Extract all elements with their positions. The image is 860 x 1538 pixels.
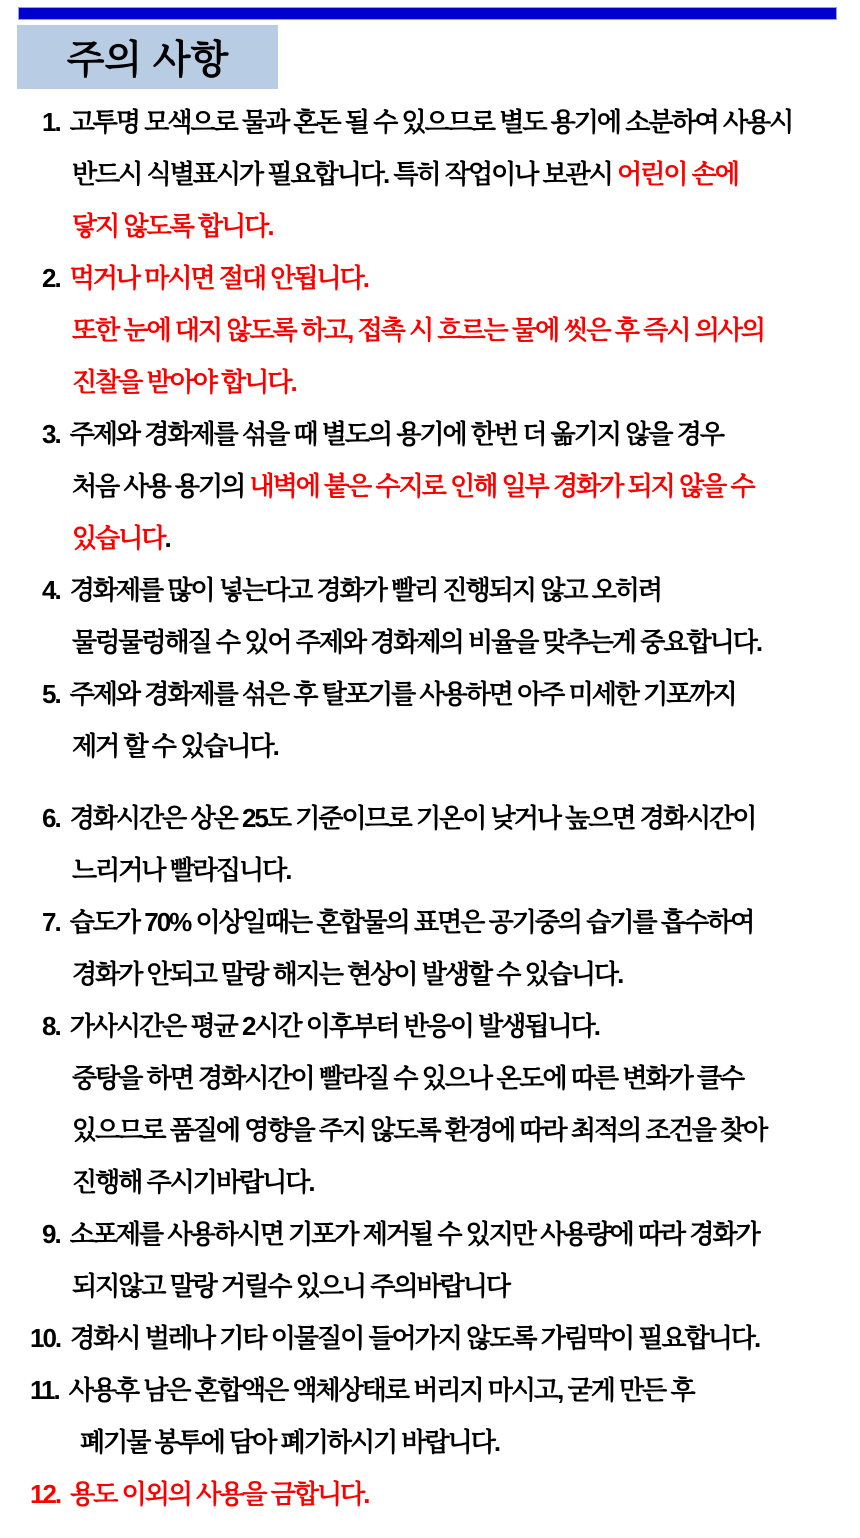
text-segment: 내벽에 붙은 수지로 인해 일부 경화가 되지 않을 수 <box>249 471 754 501</box>
text-segment: 용도 이외의 사용을 금합니다. <box>70 1479 369 1509</box>
notice-item-1-line-3 <box>0 200 860 252</box>
text-segment: 중탕을 하면 경화시간이 빨라질 수 있으나 온도에 따른 변화가 클수 <box>72 1063 744 1093</box>
text-segment: 고투명 모색으로 물과 혼돈 될 수 있으므로 별도 용기에 소분하여 사용시 <box>69 107 793 137</box>
item-number: 7. <box>42 907 60 937</box>
notice-item-6-line-1 <box>0 792 860 844</box>
notice-item-2 <box>0 252 860 408</box>
notice-item-1 <box>0 96 860 252</box>
item-number: 2. <box>42 263 60 293</box>
item-number: 10. <box>30 1323 61 1353</box>
text-segment: 제거 할 수 있습니다. <box>72 731 278 761</box>
notice-item-1-line-2 <box>0 148 860 200</box>
notice-item-3-line-2 <box>0 460 860 512</box>
top-accent-bar <box>18 7 837 20</box>
text-segment: 반드시 식별표시가 필요합니다. 특히 작업이나 보관시 <box>72 159 618 189</box>
item-number: 9. <box>42 1219 60 1249</box>
text-segment: 사용후 남은 혼합액은 액체상태로 버리지 마시고, 굳게 만든 후 <box>68 1375 694 1405</box>
notice-item-8-line-1 <box>0 1000 860 1052</box>
notice-item-7-line-1 <box>0 896 860 948</box>
text-segment: 있습니다 <box>72 523 165 553</box>
text-segment: 닿지 않도록 합니다. <box>72 211 273 241</box>
text-segment: 있으므로 품질에 영향을 주지 않도록 환경에 따라 최적의 조건을 찾아 <box>72 1115 767 1145</box>
item-number: 5. <box>42 679 60 709</box>
notice-item-10-line-1 <box>0 1312 860 1364</box>
text-segment: 먹거나 마시면 절대 안됩니다. <box>69 263 368 293</box>
notice-item-8-line-3 <box>0 1104 860 1156</box>
text-segment: 되지않고 말랑 거릴수 있으니 주의바랍니다 <box>72 1271 509 1301</box>
notice-item-2-line-1 <box>0 252 860 304</box>
notice-title-box <box>17 25 278 89</box>
notice-item-3-line-3 <box>0 512 860 564</box>
notice-item-4-line-1 <box>0 564 860 616</box>
text-segment: 주제와 경화제를 섞은 후 탈포기를 사용하면 아주 미세한 기포까지 <box>69 679 736 709</box>
notice-item-11 <box>0 1364 860 1468</box>
text-segment: 처음 사용 용기의 <box>72 471 250 501</box>
notice-item-8 <box>0 1000 860 1208</box>
notice-item-6 <box>0 792 860 896</box>
item-number: 8. <box>42 1011 60 1041</box>
notice-item-11-line-1 <box>0 1364 860 1416</box>
notice-title: 주의 사항 <box>66 39 229 82</box>
text-segment: 느리거나 빨라집니다. <box>72 855 291 885</box>
text-segment: 경화가 안되고 말랑 해지는 현상이 발생할 수 있습니다. <box>72 959 623 989</box>
notice-item-4 <box>0 564 860 668</box>
text-segment: 소포제를 사용하시면 기포가 제거될 수 있지만 사용량에 따라 경화가 <box>69 1219 759 1249</box>
text-segment: 진찰을 받아야 합니다. <box>72 367 296 397</box>
notice-item-8-line-4 <box>0 1156 860 1208</box>
text-segment: 어린이 손에 <box>617 159 738 189</box>
item-number: 1. <box>42 107 60 137</box>
text-segment: 진행해 주시기바랍니다. <box>72 1167 314 1197</box>
notice-item-7-line-2 <box>0 948 860 1000</box>
item-number: 12. <box>30 1479 61 1509</box>
notice-item-4-line-2 <box>0 616 860 668</box>
text-segment: 물렁물렁해질 수 있어 주제와 경화제의 비율을 맞추는게 중요합니다. <box>72 627 762 657</box>
notice-item-5-line-1 <box>0 668 860 720</box>
text-segment: 경화시간은 상온 25도 기준이므로 기온이 낮거나 높으면 경화시간이 <box>69 803 756 833</box>
text-segment: 경화제를 많이 넣는다고 경화가 빨리 진행되지 않고 오히려 <box>69 575 662 605</box>
text-segment: 가사시간은 평균 2시간 이후부터 반응이 발생됩니다. <box>69 1011 599 1041</box>
notice-item-9 <box>0 1208 860 1312</box>
item-number: 6. <box>42 803 60 833</box>
notice-item-9-line-2 <box>0 1260 860 1312</box>
item-number: 3. <box>42 419 60 449</box>
text-segment: 주제와 경화제를 섞을 때 별도의 용기에 한번 더 옮기지 않을 경우 <box>69 419 723 449</box>
notice-list <box>0 96 860 1520</box>
notice-item-5 <box>0 668 860 772</box>
text-segment: 또한 눈에 대지 않도록 하고, 접촉 시 흐르는 물에 씻은 후 즉시 의사의 <box>72 315 765 345</box>
text-segment: 습도가 70% 이상일때는 혼합물의 표면은 공기중의 습기를 흡수하여 <box>69 907 754 937</box>
notice-item-12 <box>0 1468 860 1520</box>
notice-item-8-line-2 <box>0 1052 860 1104</box>
notice-item-6-line-2 <box>0 844 860 896</box>
notice-item-10 <box>0 1312 860 1364</box>
notice-item-3-line-1 <box>0 408 860 460</box>
notice-item-3 <box>0 408 860 564</box>
notice-item-9-line-1 <box>0 1208 860 1260</box>
notice-item-7 <box>0 896 860 1000</box>
notice-item-2-line-3 <box>0 356 860 408</box>
notice-item-2-line-2 <box>0 304 860 356</box>
item-number: 4. <box>42 575 60 605</box>
notice-item-1-line-1 <box>0 96 860 148</box>
text-segment: . <box>164 523 170 553</box>
item-number: 11. <box>30 1375 59 1405</box>
notice-item-12-line-1 <box>0 1468 860 1520</box>
text-segment: 경화시 벌레나 기타 이물질이 들어가지 않도록 가림막이 필요합니다. <box>70 1323 760 1353</box>
notice-item-5-line-2 <box>0 720 860 772</box>
text-segment: 폐기물 봉투에 담아 폐기하시기 바랍니다. <box>80 1427 500 1457</box>
notice-item-11-line-2 <box>0 1416 860 1468</box>
